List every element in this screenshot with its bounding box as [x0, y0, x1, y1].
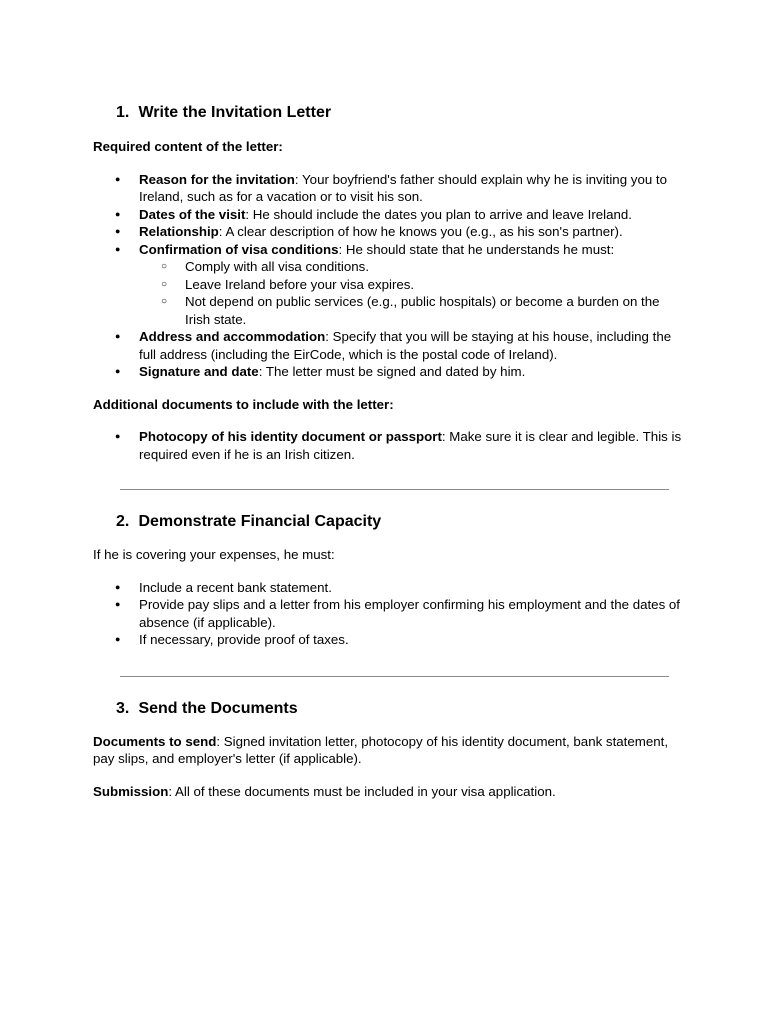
list-item-label: Confirmation of visa conditions [139, 241, 339, 257]
list-item-label: Reason for the invitation [139, 171, 295, 187]
list-item [93, 241, 683, 329]
section-3-title: Send the Documents [138, 699, 298, 717]
financial-list [93, 579, 683, 649]
list-item [93, 328, 683, 363]
section-1-heading [93, 103, 683, 123]
list-item [93, 223, 683, 241]
list-item-text: : Specify that you will be staying at his house, including the full address (including the EirCode, which is the postal code of Ireland). [139, 329, 672, 362]
financial-intro: If he is covering your expenses, he must: [93, 547, 335, 562]
list-item [93, 428, 683, 463]
required-content-list [93, 171, 683, 381]
list-item-text: : Your boyfriend's father should explain why he is inviting you to Ireland, such as for a vacation or to visit his son. [139, 171, 668, 204]
list-item-text: : Make sure it is clear and legible. This is required even if he is an Irish citizen. [139, 429, 682, 462]
additional-documents-heading [93, 396, 683, 414]
list-item-label: Signature and date [139, 364, 259, 379]
section-1-title: Write the Invitation Letter [138, 104, 332, 121]
list-item-label: Dates of the visit [139, 206, 246, 222]
list-item-label: Photocopy of his identity document or passport [139, 429, 442, 444]
list-item [93, 171, 683, 206]
submission-label: Submission [93, 783, 169, 799]
list-item-label: Relationship [139, 224, 219, 239]
submission-text: : All of these documents must be included in your visa application. [168, 783, 556, 799]
submission-paragraph [93, 783, 683, 801]
list-item-text: : He should state that he understands he must: [338, 241, 615, 257]
section-2-title: Demonstrate Financial Capacity [138, 513, 382, 530]
documents-to-send-text: : Signed invitation letter, photocopy of his identity document, bank statement, pay slips, and employer's letter (if applicable). [93, 733, 669, 766]
sublist-item: ○ Leave Ireland before your visa expires. [139, 276, 683, 294]
section-1-number: 1. [116, 104, 130, 121]
additional-documents-list [93, 428, 683, 463]
additional-documents-heading-text: Additional documents to include with the letter: [93, 396, 394, 412]
section-3-heading [93, 699, 683, 719]
list-item: ● Include a recent bank statement. [93, 579, 683, 597]
documents-to-send-label: Documents to send [93, 733, 217, 749]
horizontal-divider [120, 676, 669, 677]
documents-to-send-paragraph [93, 733, 683, 768]
sublist-item: ○ Comply with all visa conditions. [139, 258, 683, 276]
list-item-label: Address and accommodation [139, 329, 326, 344]
required-content-heading-text: Required content of the letter: [93, 139, 283, 154]
section-2-heading [93, 512, 683, 532]
list-item-text: : A clear description of how he knows you (e.g., as his son's partner). [218, 224, 623, 239]
section-2-number: 2. [116, 513, 130, 530]
section-3-number: 3. [116, 699, 130, 717]
list-item [93, 206, 683, 224]
document-page [93, 103, 683, 800]
list-item-text: : The letter must be signed and dated by him. [258, 364, 526, 379]
list-item-text: : He should include the dates you plan to arrive and leave Ireland. [245, 206, 633, 222]
visa-conditions-sublist [139, 258, 683, 328]
list-item: ● If necessary, provide proof of taxes. [93, 631, 683, 649]
sublist-item: ○ Not depend on public services (e.g., public hospitals) or become a burden on the Irish state. [139, 293, 683, 328]
required-content-heading [93, 138, 683, 156]
list-item [93, 363, 683, 381]
horizontal-divider [120, 489, 669, 490]
list-item: ● Provide pay slips and a letter from his employer confirming his employment and the dates of absence (if applicable). [93, 596, 683, 631]
